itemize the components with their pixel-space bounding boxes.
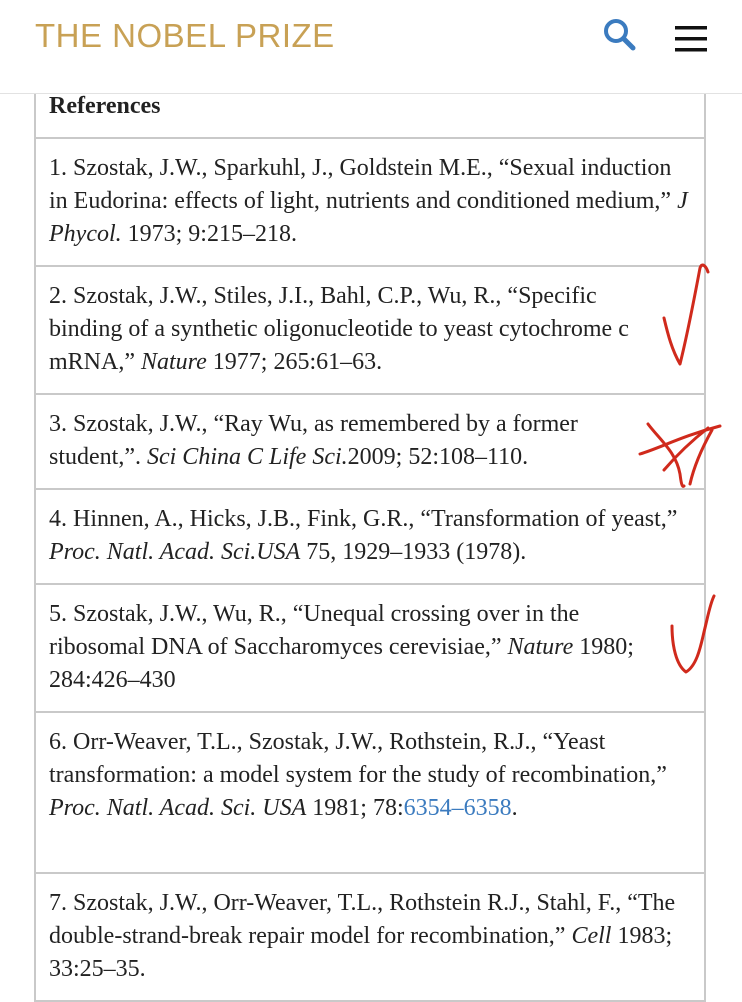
menu-button[interactable] [672,22,712,56]
references-title: References [49,93,161,119]
reference-row-2 [34,267,706,395]
reference-1-text: 1. Szostak, J.W., Sparkuhl, J., Goldstein M.E., “Sexual induction in Eudorina: effects of light, nutrients and conditioned medium,” [49,155,678,214]
reference-row-5 [34,585,706,713]
reference-6-text: 6. Orr-Weaver, T.L., Szostak, J.W., Rothstein, R.J., “Yeast transformation: a model system for the study of recombination,” [49,729,667,788]
reference-4-journal: Proc. Natl. Acad. Sci.USA [49,539,301,565]
reference-3-details: 2009; 52:108–110. [347,444,529,470]
reference-7-details: 1983; 33:25–35. [49,923,673,982]
reference-row-7 [34,874,706,1002]
reference-1-details: 1973; 9:215–218. [121,221,297,247]
reference-4-text: 4. Hinnen, A., Hicks, J.B., Fink, G.R., “Transformation of yeast,” [49,506,678,532]
reference-2-text: 2. Szostak, J.W., Stiles, J.I., Bahl, C.P., Wu, R., “Specific binding of a synthetic oligonucleotide to yeast cytochrome c mRNA,” [49,283,629,375]
reference-row-4 [34,490,706,585]
reference-6-pages-link[interactable]: 6354–6358 [403,795,512,821]
reference-6-details: 1981; 78: [306,795,404,821]
references-header-row [34,94,706,139]
site-header [0,0,742,94]
reference-row-6 [34,713,706,874]
reference-3-text: 3. Szostak, J.W., “Ray Wu, as remembered by a former student,”. [49,411,578,470]
reference-2-journal: Nature [141,349,207,375]
reference-6-journal: Proc. Natl. Acad. Sci. USA [49,795,307,821]
reference-6-tail: . [511,795,518,821]
reference-row-1 [34,139,706,267]
reference-3-journal: Sci China C Life Sci. [146,444,348,470]
site-logo[interactable]: THE NOBEL PRIZE [35,17,335,54]
reference-1-journal: J Phycol. [49,188,688,247]
hamburger-menu-icon [672,22,712,56]
reference-7-text: 7. Szostak, J.W., Orr-Weaver, T.L., Rothstein R.J., Stahl, F., “The double-strand-break repair model for recombination,” [49,890,676,949]
reference-4-details: 75, 1929–1933 (1978). [300,539,527,565]
reference-5-details: 1980; 284:426–430 [49,634,634,693]
search-icon [600,16,640,56]
reference-5-journal: Nature [507,634,574,660]
search-button[interactable] [600,16,640,56]
reference-5-text: 5. Szostak, J.W., Wu, R., “Unequal crossing over in the ribosomal DNA of Saccharomyces cerevisiae,” [49,601,580,660]
reference-7-journal: Cell [571,923,612,949]
reference-row-3 [34,395,706,490]
reference-2-details: 1977; 265:61–63. [206,349,383,375]
